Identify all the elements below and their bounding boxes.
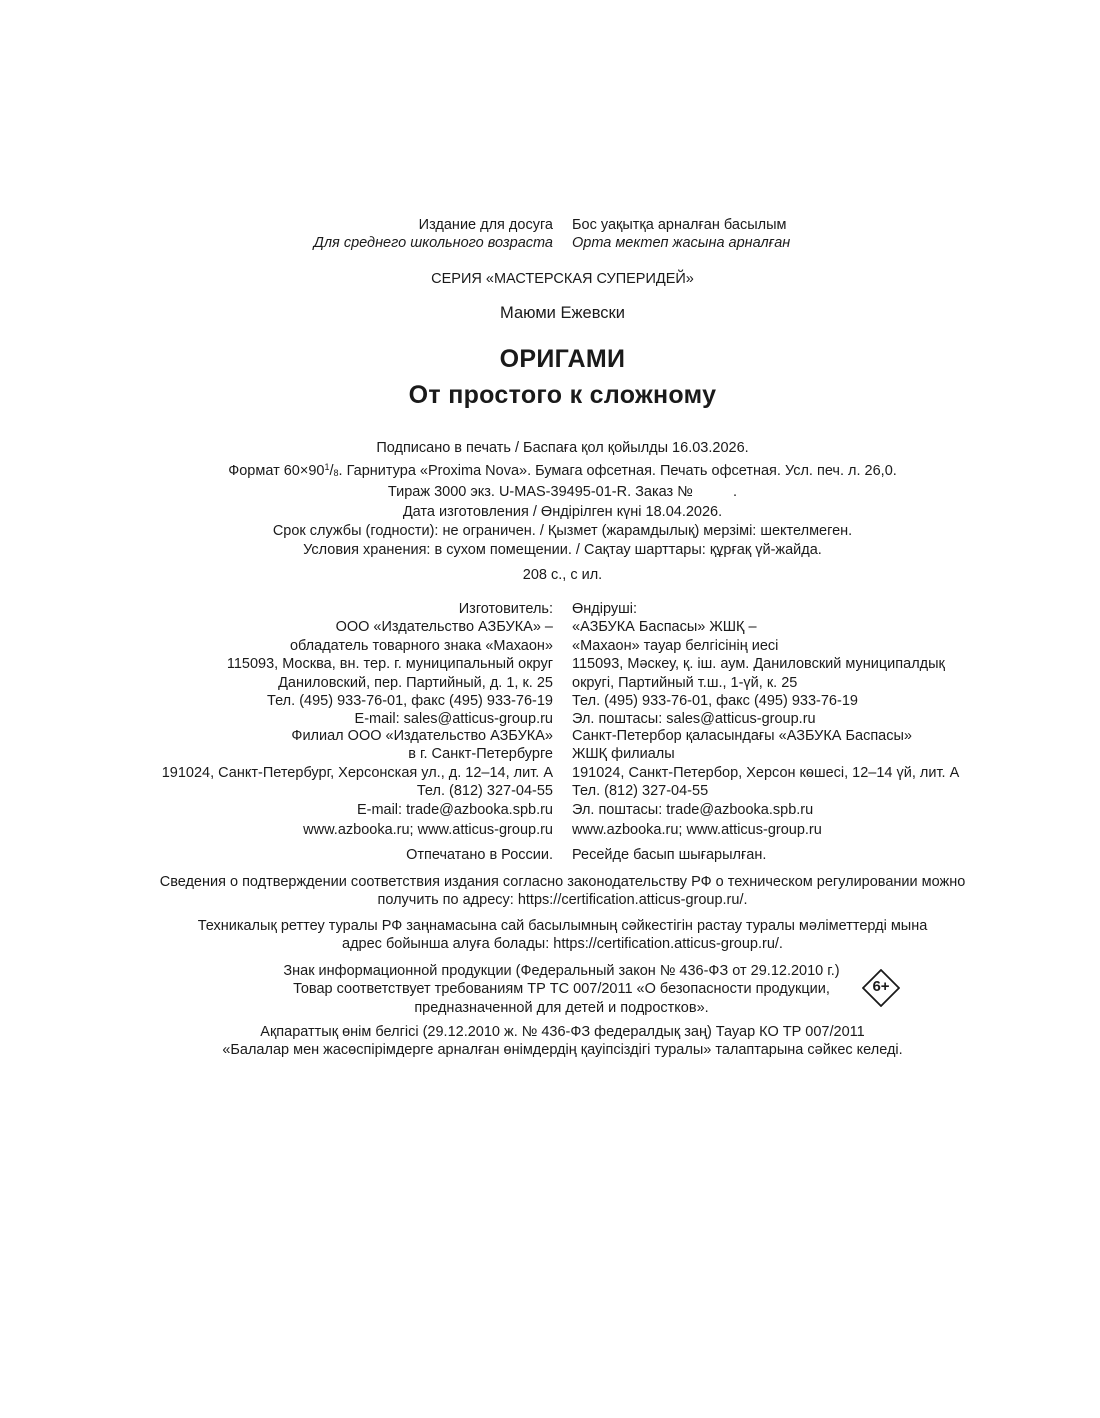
branch-line: 191024, Санкт-Петербург, Херсонская ул., д. 12–14, лит. А [161, 764, 553, 781]
age-group-label-ru: Для среднего школьного возраста [313, 235, 553, 252]
branch-email-kz: Эл. поштасы: trade@azbooka.spb.ru [572, 801, 814, 818]
signed-to-print: Подписано в печать / Баспаға қол қойылды 16.03.2026. [376, 440, 749, 456]
info-sign-kz-line: «Балалар мен жасөспірімдерге арналған өнімдердің қауіпсіздігі туралы» талаптарына сәйкес келеді. [222, 1042, 903, 1059]
audience-label-kz: Бос уақытқа арналған басылым [572, 217, 787, 233]
branch-line-kz: Тел. (812) 327-04-55 [572, 783, 709, 800]
branch-email: E-mail: trade@azbooka.spb.ru [356, 801, 553, 818]
info-sign-text [0, 962, 1100, 1017]
branch-line-kz: Санкт-Петербор қаласындағы «АЗБУКА Баспасы» [572, 728, 912, 744]
info-sign-line: предназначенной для детей и подростков». [414, 999, 709, 1016]
print-info [0, 439, 1100, 560]
websites-kz: www.azbooka.ru; www.atticus-group.ru [572, 822, 822, 838]
printed-in-kz: Ресейде басып шығарылған. [572, 847, 767, 863]
print-run-line: Тираж 3000 экз. U-MAS-39495-01-R. Заказ № . [387, 484, 738, 501]
series-label: СЕРИЯ «МАСТЕРСКАЯ СУПЕРИДЕЙ» [431, 271, 694, 287]
manufacturer-line-kz: 115093, Мәскеу, қ. іш. аум. Даниловский муниципалдық [572, 656, 945, 673]
certification-kz-line: адрес бойынша алуға болады: https://certification.atticus-group.ru/. [342, 936, 783, 953]
printed-in: Отпечатано в России. [406, 847, 553, 863]
info-sign-line: Знак информационной продукции (Федеральный закон № 436-ФЗ от 29.12.2010 г.) [283, 963, 840, 979]
certification-kz [0, 917, 1100, 954]
manufacturer-line: 115093, Москва, вн. тер. г. муниципальный округ [226, 656, 553, 673]
age-rating-label: 6+ [872, 978, 890, 995]
branch-line-kz: 191024, Санкт-Петербор, Херсон көшесі, 12–14 үй, лит. А [572, 764, 960, 781]
websites: www.azbooka.ru; www.atticus-group.ru [303, 822, 553, 838]
certification-ru-line: получить по адресу: https://certification.atticus-group.ru/. [377, 892, 748, 909]
certification-ru-line: Сведения о подтверждении соответствия издания согласно законодательству РФ о техническом регулировании можно [159, 874, 966, 890]
manufacturer-line: Даниловский, пер. Партийный, д. 1, к. 25 [278, 674, 553, 691]
info-sign-line: Товар соответствует требованиям ТР ТС 007/2011 «О безопасности продукции, [293, 981, 830, 998]
storage-line: Условия хранения: в сухом помещении. / Сақтау шарттары: құрғақ үй-жайда. [303, 542, 822, 559]
info-sign-kz-line: Ақпараттық өнім белгісі (29.12.2010 ж. № 436-ФЗ федералдық заң) Тауар КО ТР 007/2011 [260, 1024, 865, 1040]
certification-kz-line: Техникалық реттеу туралы РФ заңнамасына сай басылымның сәйкестігін растау туралы мәліметтерді мына [197, 918, 928, 934]
author-name: Маюми Ежевски [500, 304, 625, 322]
manufacture-date-line: Дата изготовления / Өндірілген күні 18.04.2026. [402, 503, 723, 520]
branch-line-kz: ЖШҚ филиалы [572, 746, 675, 763]
service-life-line: Срок службы (годности): не ограничен. / Қызмет (жарамдылық) мерзімі: шектелмеген. [272, 522, 853, 539]
info-sign-kz [0, 1023, 1100, 1060]
manufacturer-line: Изготовитель: [458, 601, 553, 617]
branch-line: Тел. (812) 327-04-55 [416, 783, 553, 800]
manufacturer-line-kz: Өндіруші: [572, 601, 638, 617]
book-subtitle: От простого к сложному [408, 381, 717, 409]
manufacturer-line-kz: округі, Партийный т.ш., 1-үй, к. 25 [572, 674, 798, 691]
manufacturer-line-kz: «АЗБУКА Баспасы» ЖШҚ – [572, 619, 757, 636]
manufacturer-email-kz: Эл. поштасы: sales@atticus-group.ru [572, 711, 816, 728]
audience-label-ru: Издание для досуга [418, 217, 553, 233]
branch-line: в г. Санкт-Петербурге [408, 746, 553, 763]
format-line: Формат $60\times 90^1/8$. Гарнитура «Proxima Nova». Бумага офсетная. Печать офсетная. Усл. печ. л. 26,0. [228, 462, 897, 480]
age-group-label-kz: Орта мектеп жасына арналған [572, 235, 791, 252]
branch-line: Филиал ООО «Издательство АЗБУКА» [291, 728, 553, 744]
manufacturer-email: E-mail: sales@atticus-group.ru [354, 711, 553, 728]
manufacturer-line: Тел. (495) 933-76-01, факс (495) 933-76-19 [267, 693, 553, 710]
certification-ru [0, 873, 1100, 910]
manufacturer-line: ООО «Издательство АЗБУКА» – [335, 619, 553, 636]
page-count: 208 с., с ил. [522, 567, 603, 583]
manufacturer-line-kz: Тел. (495) 933-76-01, факс (495) 933-76-19 [572, 693, 858, 710]
manufacturer-line-kz: «Махаон» тауар белгісінің иесі [572, 637, 779, 654]
book-title: ОРИГАМИ [499, 345, 626, 373]
manufacturer-line: обладатель товарного знака «Махаон» [289, 637, 553, 654]
